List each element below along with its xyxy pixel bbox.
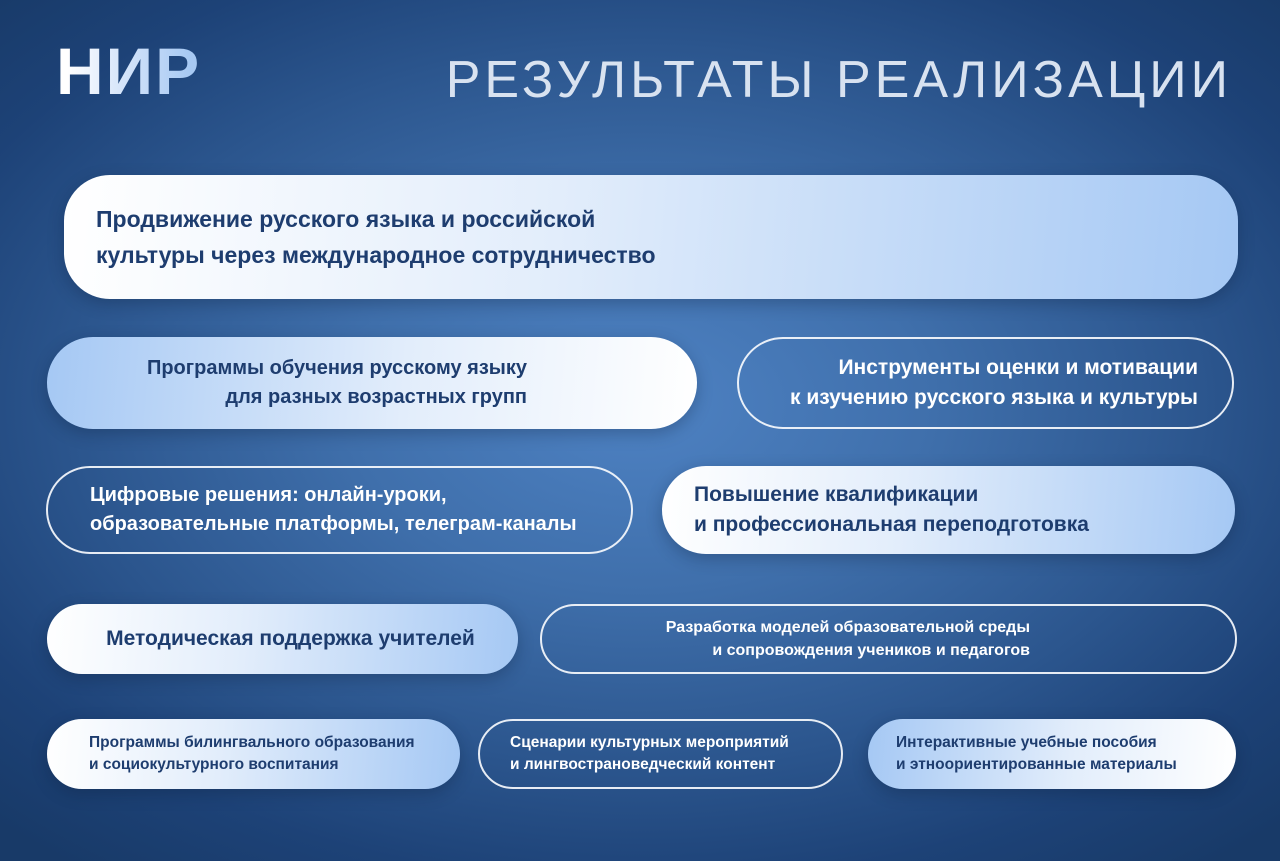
card-bilingual-line1: Программы билингвального образования xyxy=(89,734,415,751)
card-interactive xyxy=(868,719,1236,789)
card-digital-line2: образовательные платформы, телеграм-каналы xyxy=(90,513,577,535)
card-programs-line2: для разных возрастных групп xyxy=(225,386,527,408)
card-digital-line1: Цифровые решения: онлайн-уроки, xyxy=(90,484,447,506)
card-programs xyxy=(47,337,697,429)
card-methodical xyxy=(47,604,518,674)
logo-nir: НИР xyxy=(56,34,202,108)
card-digital xyxy=(46,466,633,554)
card-qualification-line2: и профессиональная переподготовка xyxy=(694,513,1089,536)
card-scenarios-line1: Сценарии культурных мероприятий xyxy=(510,734,789,751)
card-models-line2: и сопровождения учеников и педагогов xyxy=(712,642,1030,659)
card-assessment-line2: к изучению русского языка и культуры xyxy=(789,386,1198,409)
card-qualification xyxy=(662,466,1235,554)
card-models xyxy=(540,604,1237,674)
card-interactive-line1: Интерактивные учебные пособия xyxy=(896,734,1157,751)
card-qualification-line1: Повышение квалификации xyxy=(694,483,979,506)
card-programs-line1: Программы обучения русскому языку xyxy=(146,357,527,379)
page-title: РЕЗУЛЬТАТЫ РЕАЛИЗАЦИИ xyxy=(445,51,1232,109)
card-hero-line1: Продвижение русского языка и российской xyxy=(96,206,596,232)
card-interactive-line2: и этноориентированные материалы xyxy=(896,756,1177,773)
card-bilingual xyxy=(47,719,460,789)
card-hero-line2: культуры через международное сотрудничество xyxy=(96,242,656,268)
card-scenarios-line2: и лингвострановедческий контент xyxy=(510,756,776,773)
card-assessment-line1: Инструменты оценки и мотивации xyxy=(838,356,1198,379)
card-bilingual-line2: и социокультурного воспитания xyxy=(89,756,339,773)
card-assessment xyxy=(737,337,1234,429)
card-models-line1: Разработка моделей образовательной среды xyxy=(665,619,1030,636)
card-scenarios xyxy=(478,719,843,789)
card-hero xyxy=(64,175,1238,299)
card-methodical-line1: Методическая поддержка учителей xyxy=(106,627,475,650)
